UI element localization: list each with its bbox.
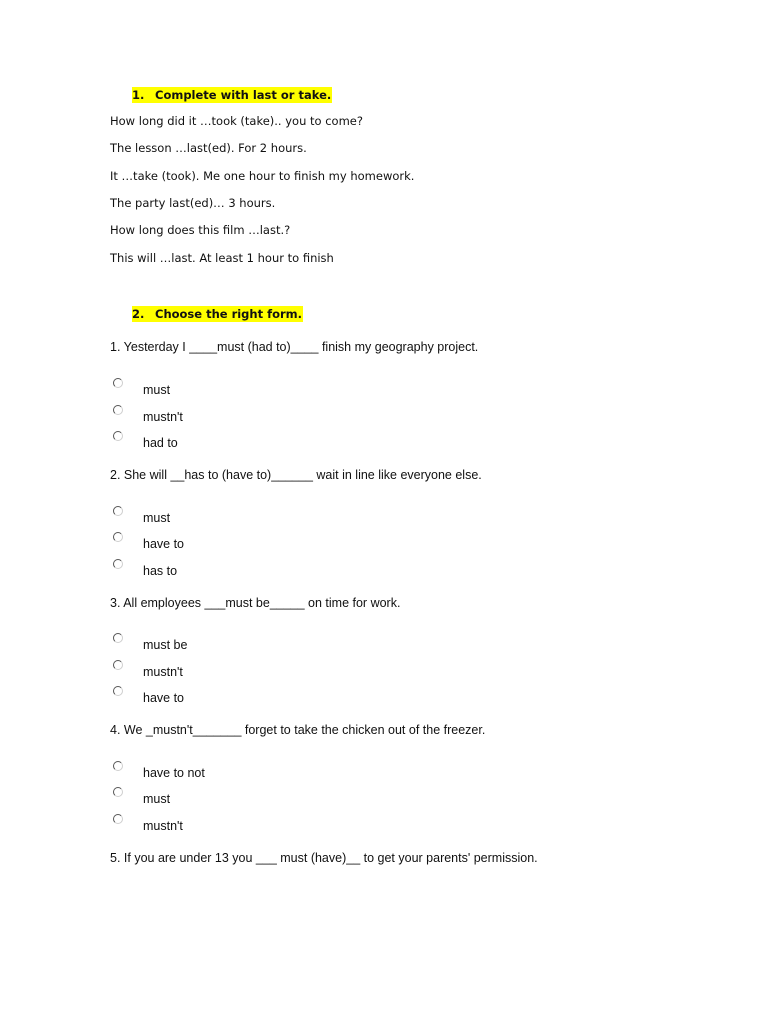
radio-button[interactable]	[113, 378, 123, 388]
section-1-number: 1.	[132, 88, 145, 102]
radio-button[interactable]	[113, 660, 123, 670]
question-2-text: 2. She will __has to (have to)______ wait in line like everyone else.	[110, 468, 482, 482]
section-2-number: 2.	[132, 307, 145, 321]
section-2-title: Choose the right form.	[155, 307, 303, 321]
option-label: must	[143, 383, 171, 397]
option-label: mustn't	[143, 665, 183, 679]
option-label: have to	[143, 537, 185, 551]
option-label: had to	[143, 436, 178, 450]
radio-button[interactable]	[113, 506, 123, 516]
radio-button[interactable]	[113, 532, 123, 542]
radio-button[interactable]	[113, 814, 123, 824]
radio-button[interactable]	[113, 761, 123, 771]
section-1-line: The lesson …last(ed). For 2 hours.	[110, 141, 307, 155]
radio-button[interactable]	[113, 559, 123, 569]
option-label: must	[143, 511, 171, 525]
question-5-text: 5. If you are under 13 you ___ must (have)__ to get your parents' permission.	[110, 851, 538, 865]
radio-button[interactable]	[113, 431, 123, 441]
section-1-line: How long did it …took (take).. you to come?	[110, 114, 363, 128]
radio-button[interactable]	[113, 633, 123, 643]
section-1-heading	[132, 87, 332, 103]
section-1-line: This will …last. At least 1 hour to finish	[110, 251, 334, 265]
section-2-heading	[132, 306, 303, 322]
radio-button[interactable]	[113, 686, 123, 696]
section-1-line: The party last(ed)… 3 hours.	[110, 196, 276, 210]
section-1-line: It …take (took). Me one hour to finish my homework.	[110, 169, 415, 183]
radio-button[interactable]	[113, 787, 123, 797]
question-1-text: 1. Yesterday I ____must (had to)____ finish my geography project.	[110, 340, 479, 354]
option-label: mustn't	[143, 410, 183, 424]
option-label: must	[143, 792, 171, 806]
option-label: have to	[143, 691, 185, 705]
option-label: have to not	[143, 766, 205, 780]
question-4-text: 4. We _mustn't_______ forget to take the chicken out of the freezer.	[110, 723, 486, 737]
section-1-line: How long does this film …last.?	[110, 223, 291, 237]
option-label: mustn't	[143, 819, 183, 833]
question-3-text: 3. All employees ___must be_____ on time for work.	[110, 596, 401, 610]
option-label: has to	[143, 564, 178, 578]
option-label: must be	[143, 638, 188, 652]
section-1-title: Complete with last or take.	[155, 88, 332, 102]
radio-button[interactable]	[113, 405, 123, 415]
